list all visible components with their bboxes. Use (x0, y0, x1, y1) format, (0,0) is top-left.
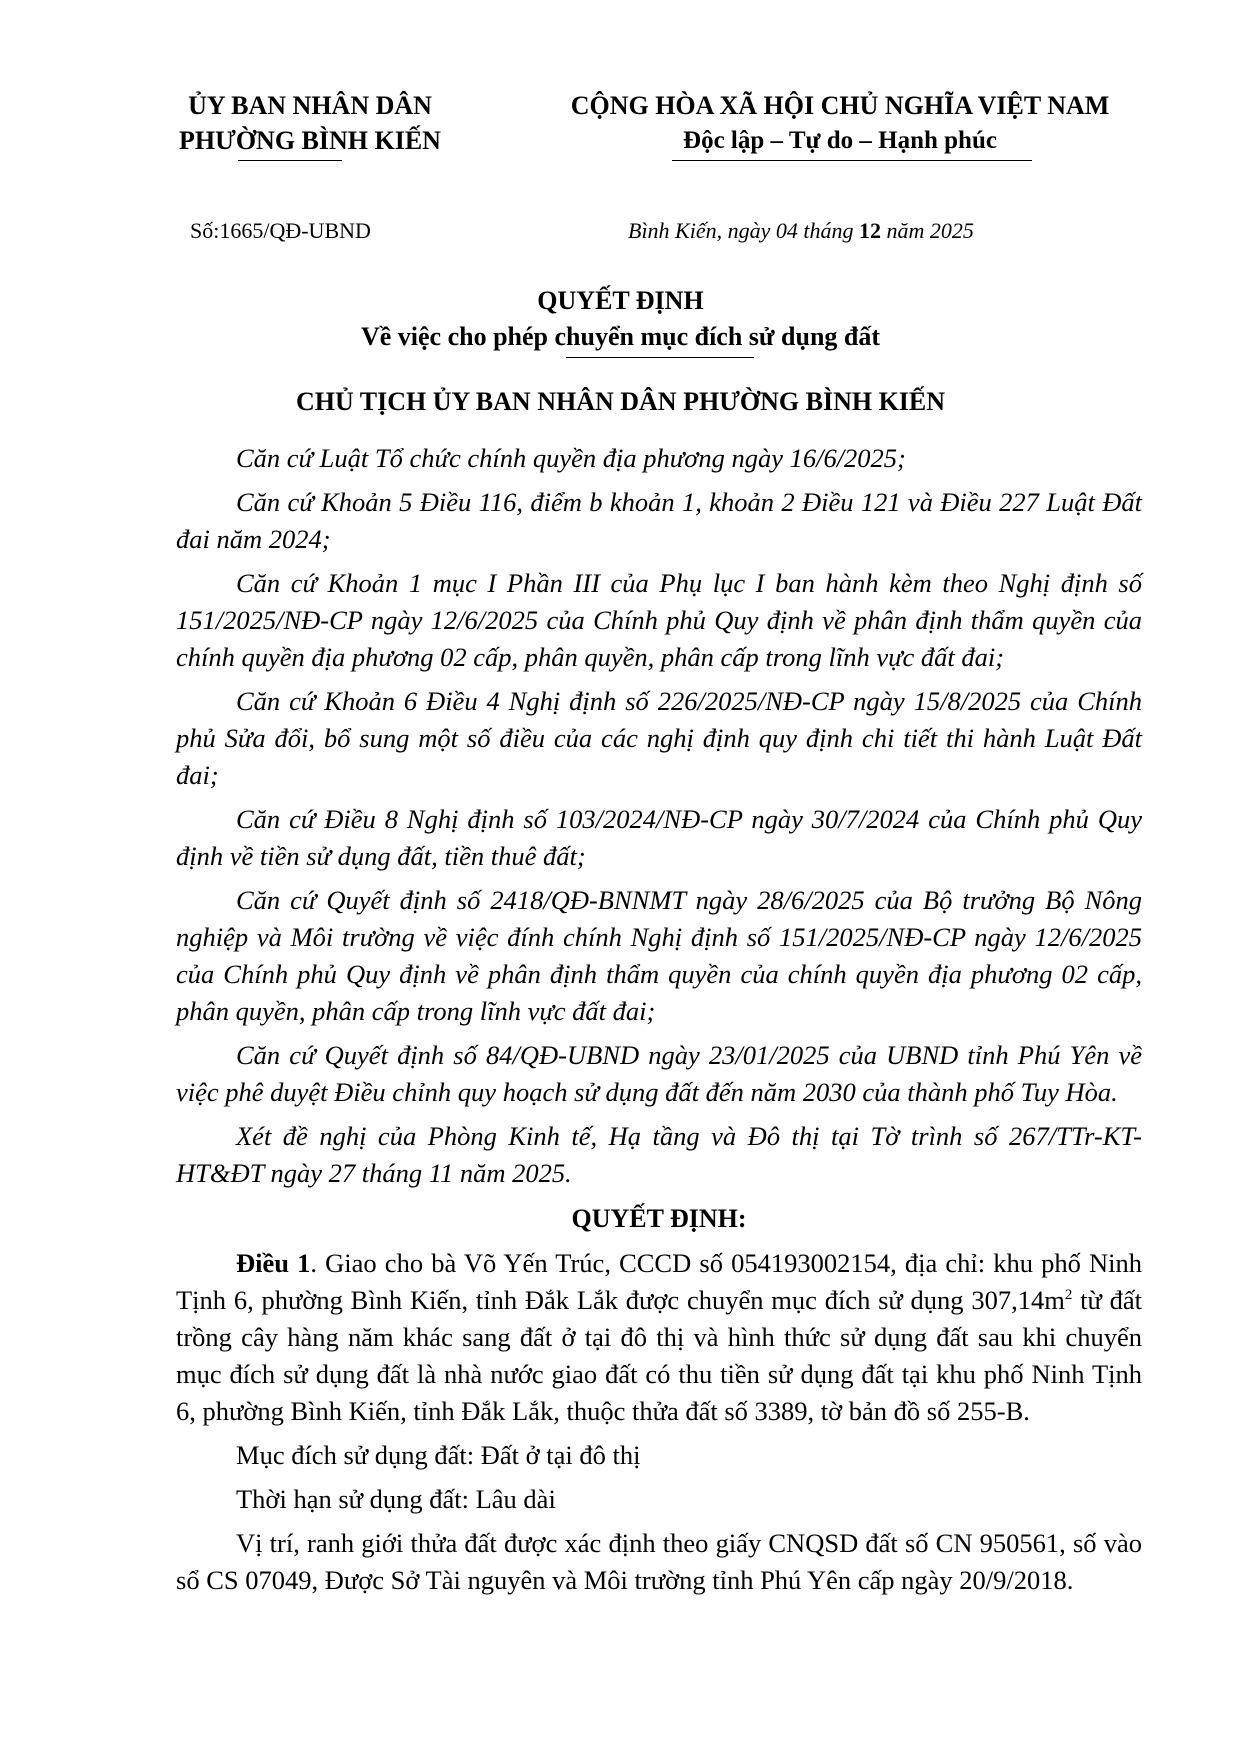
date-prefix: Bình Kiến, ngày 04 tháng (628, 218, 859, 243)
date-suffix: năm 2025 (880, 218, 974, 243)
agency-underline (238, 160, 342, 161)
document-body (176, 440, 1142, 1606)
document-subtitle: Về việc cho phép chuyển mục đích sử dụng đất (360, 322, 881, 351)
date-month: 12 (858, 218, 881, 243)
issuing-authority: CHỦ TỊCH ỦY BAN NHÂN DÂN PHƯỜNG BÌNH KIẾN (295, 387, 946, 416)
decision-heading: QUYẾT ĐỊNH: (571, 1204, 747, 1233)
document-number: Số:1665/QĐ-UBND (190, 218, 371, 243)
motto-underline (672, 160, 1032, 161)
date-line (628, 218, 974, 244)
article-1-text-b: từ đất trồng cây hàng năm khác sang đất ở tại đô thị và hình thức sử dụng đất sau khi chuyển mục đích sử dụng đất là nhà nước giao đất có thu tiền sử dụng đất tại khu phố Ninh Tịnh 6, phường Bình Kiến, tỉnh Đắk Lắk, thuộc thửa đất số 3389, tờ bản đồ số 255-B. (176, 1285, 1142, 1426)
parcel-location: Vị trí, ranh giới thửa đất được xác định theo giấy CNQSD đất số CN 950561, số vào sổ CS 07049, Được Sở Tài nguyên và Môi trường tỉnh Phú Yên cấp ngày 20/9/2018. (176, 1528, 1142, 1595)
legal-basis-8: Xét đề nghị của Phòng Kinh tế, Hạ tầng và Đô thị tại Tờ trình số 267/TTr-KT-HT&ĐT ngày 27 tháng 11 năm 2025. (176, 1121, 1142, 1188)
land-use-purpose: Mục đích sử dụng đất: Đất ở tại đô thị (236, 1440, 641, 1470)
motto: Độc lập – Tự do – Hạnh phúc (683, 127, 997, 154)
article-1-label: Điều 1 (236, 1248, 311, 1278)
legal-basis-7: Căn cứ Quyết định số 84/QĐ-UBND ngày 23/01/2025 của UBND tỉnh Phú Yên về việc phê duyệt Điều chỉnh quy hoạch sử dụng đất đến năm 2030 của thành phố Tuy Hòa. (176, 1040, 1142, 1107)
legal-basis-4: Căn cứ Khoản 6 Điều 4 Nghị định số 226/2025/NĐ-CP ngày 15/8/2025 của Chính phủ Sửa đổi, bổ sung một số điều của các nghị định quy định chi tiết thi hành Luật Đất đai; (176, 686, 1142, 790)
land-use-term: Thời hạn sử dụng đất: Lâu dài (236, 1484, 556, 1514)
legal-basis-3: Căn cứ Khoản 1 mục I Phần III của Phụ lục I ban hành kèm theo Nghị định số 151/2025/NĐ-CP ngày 12/6/2025 của Chính phủ Quy định về phân định thẩm quyền của chính quyền địa phương 02 cấp, phân quyền, phân cấp trong lĩnh vực đất đai; (176, 568, 1142, 672)
legal-basis-6: Căn cứ Quyết định số 2418/QĐ-BNNMT ngày 28/6/2025 của Bộ trưởng Bộ Nông nghiệp và Môi trường về việc đính chính Nghị định số 151/2025/NĐ-CP ngày 12/6/2025 của Chính phủ Quy định về phân định thẩm quyền của chính quyền địa phương 02 cấp, phân quyền, phân cấp trong lĩnh vực đất đai; (176, 885, 1142, 1026)
agency-line-2: PHƯỜNG BÌNH KIẾN (179, 126, 441, 155)
article-1 (176, 1245, 1142, 1430)
subtitle-underline (566, 357, 754, 358)
legal-basis-1: Căn cứ Luật Tổ chức chính quyền địa phương ngày 16/6/2025; (236, 443, 906, 473)
legal-basis-5: Căn cứ Điều 8 Nghị định số 103/2024/NĐ-CP ngày 30/7/2024 của Chính phủ Quy định về tiền sử dụng đất, tiền thuê đất; (176, 804, 1142, 871)
legal-basis-2: Căn cứ Khoản 5 Điều 116, điểm b khoản 1, khoản 2 Điều 121 và Điều 227 Luật Đất đai năm 2024; (176, 487, 1142, 554)
area-unit-superscript: 2 (1064, 1287, 1073, 1304)
national-header (520, 88, 1160, 158)
issuing-agency (140, 88, 480, 158)
document-title: QUYẾT ĐỊNH (537, 286, 704, 315)
country-name: CỘNG HÒA XÃ HỘI CHỦ NGHĨA VIỆT NAM (570, 91, 1110, 120)
article-1-text-a: . Giao cho bà Võ Yến Trúc, CCCD số 054193002154, địa chỉ: khu phố Ninh Tịnh 6, phường Bình Kiến, tỉnh Đắk Lắk được chuyển mục đích sử dụng 307,14m (176, 1248, 1143, 1315)
agency-line-1: ỦY BAN NHÂN DÂN (188, 91, 432, 120)
